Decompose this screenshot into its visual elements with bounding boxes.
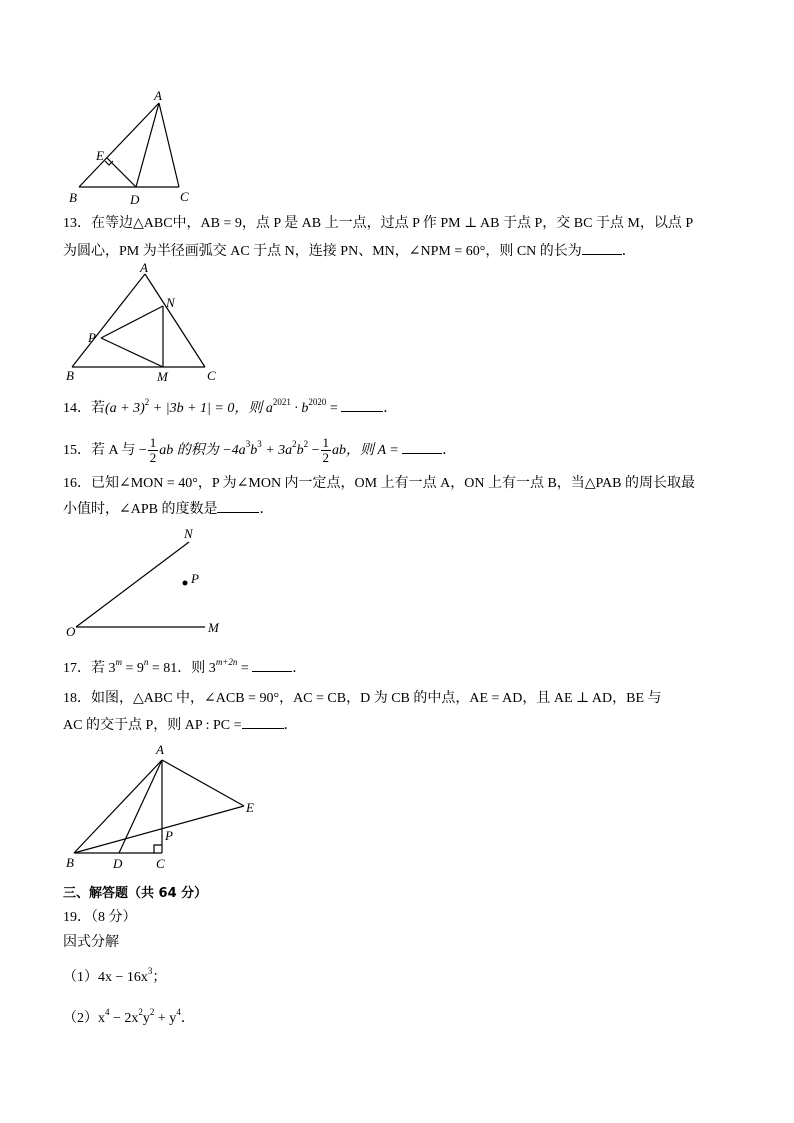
q19-exp: 2 — [138, 1007, 143, 1017]
q19-head: 19．（8 分） — [63, 910, 137, 925]
q19-exp: 2 — [149, 1007, 155, 1017]
label-c: C — [180, 189, 189, 204]
q15-text: 15．若 A 与 − — [63, 443, 147, 458]
answer-blank[interactable] — [252, 657, 292, 672]
q18-line2 — [63, 714, 298, 736]
q17-expr: = — [237, 661, 253, 676]
answer-blank[interactable] — [242, 714, 284, 729]
label-d: D — [130, 192, 140, 207]
numerator: 1 — [322, 435, 330, 451]
label-a: A — [140, 262, 148, 275]
q15-line — [63, 433, 456, 469]
q16-line2 — [63, 498, 273, 520]
q14-expr: = — [326, 401, 342, 416]
label-p: P — [191, 571, 199, 586]
q13-period: ． — [621, 244, 636, 259]
q15-exp: 3 — [245, 439, 251, 449]
label-m: M — [157, 369, 168, 384]
q16-text: 小值时，∠APB 的度数是 — [63, 502, 218, 517]
label-c: C — [207, 368, 216, 383]
q14-text: 14．若 — [63, 401, 105, 416]
q19-exp: 4 — [105, 1007, 110, 1017]
q19-expr: + y — [154, 1011, 177, 1026]
q15-expr: + 3a — [261, 443, 293, 458]
figure-q18 — [60, 740, 265, 872]
label-o: O — [66, 624, 76, 639]
q14-expr: · b — [290, 401, 309, 416]
label-a: A — [154, 88, 162, 103]
fraction — [321, 436, 332, 465]
q19-text: ． — [180, 1011, 195, 1026]
q17-exp: m — [115, 657, 122, 667]
q17-text: 17．若 3 — [63, 661, 116, 676]
label-b: B — [66, 368, 74, 383]
q18-line1: 18．如图，△ABC 中，∠ACB = 90°，AC = CB，D 为 CB 的中点，AE = AD，且 AE ⊥ AD，BE 与 — [63, 691, 662, 706]
answer-blank[interactable] — [217, 498, 259, 513]
q16-period: ． — [259, 502, 274, 517]
denominator: 2 — [322, 450, 330, 466]
q17-expr: = 81．则 3 — [148, 661, 216, 676]
q17-period: ． — [292, 661, 307, 676]
label-e: E — [96, 148, 104, 163]
q15-expr: b — [296, 443, 304, 458]
q15-expr: ab 的积为 −4a — [159, 443, 246, 458]
figure-q16 — [60, 524, 235, 640]
q13-line1: 13．在等边△ABC中，AB = 9，点 P 是 AB 上一点，过点 P 作 PM ⊥ AB 于点 P，交 BC 于点 M，以点 P — [63, 216, 694, 231]
q14-exp: 2 — [144, 397, 150, 407]
label-e: E — [246, 800, 254, 815]
numerator: 1 — [149, 435, 157, 451]
section-heading: 三、解答题（共 64 分） — [63, 886, 208, 901]
q18-text: AC 的交于点 P，则 AP : PC = — [63, 718, 242, 733]
q19-sub: 因式分解 — [63, 935, 119, 950]
q15-exp: 2 — [303, 439, 309, 449]
q17-expr: = 9 — [122, 661, 144, 676]
q15-exp: 2 — [292, 439, 297, 449]
q15-expr: − — [308, 443, 320, 458]
label-a: A — [156, 742, 164, 757]
q15-expr: b — [250, 443, 258, 458]
q17-exp: n — [143, 657, 149, 667]
q19-expr: （1）4x − 16x — [63, 970, 148, 985]
answer-blank[interactable] — [582, 240, 622, 255]
answer-blank[interactable] — [402, 439, 442, 454]
q14-expr: + |3b + 1| = 0，则 a — [149, 401, 273, 416]
label-c: C — [156, 856, 165, 871]
label-b: B — [69, 190, 77, 205]
label-p: P — [165, 828, 173, 843]
point-p-dot — [183, 581, 188, 586]
label-p: P — [88, 330, 96, 345]
q19-part2 — [63, 1009, 195, 1029]
q14-exp: 2021 — [272, 397, 291, 407]
fraction — [148, 436, 159, 465]
q15-expr: ab，则 A = — [332, 443, 403, 458]
q19-expr: y — [142, 1011, 150, 1026]
q13-line2 — [63, 240, 636, 262]
label-n: N — [166, 295, 175, 310]
denominator: 2 — [149, 450, 157, 466]
q17-line — [63, 657, 306, 679]
q19-exp: 4 — [176, 1007, 181, 1017]
label-m: M — [208, 620, 219, 635]
label-n: N — [184, 526, 193, 541]
label-b: B — [66, 855, 74, 870]
q19-exp: 3 — [147, 966, 153, 976]
q14-exp: 2020 — [308, 397, 327, 407]
q15-exp: 3 — [257, 439, 262, 449]
q14-line — [63, 397, 397, 419]
q15-period: ． — [442, 443, 457, 458]
q16-line1: 16．已知∠MON = 40°，P 为∠MON 内一定点，OM 上有一点 A，ON 上有一点 B，当△PAB 的周长取最 — [63, 476, 696, 491]
q14-period: ． — [383, 401, 398, 416]
label-d: D — [113, 856, 123, 871]
q17-exp: m+2n — [215, 657, 238, 667]
q13-line2-text: 为圆心，PM 为半径画弧交 AC 于点 N，连接 PN、MN，∠NPM = 60°，则 CN 的长为 — [63, 244, 582, 259]
q14-expr: (a + 3) — [105, 401, 145, 416]
answer-blank[interactable] — [341, 397, 383, 412]
figure-q13 — [60, 262, 230, 386]
q19-expr: （2）x — [63, 1011, 105, 1026]
q19-expr: − 2x — [109, 1011, 139, 1026]
q19-text: ； — [152, 970, 167, 985]
q19-part1 — [63, 968, 166, 988]
q18-period: ． — [283, 718, 298, 733]
figure-q12 — [60, 88, 200, 210]
